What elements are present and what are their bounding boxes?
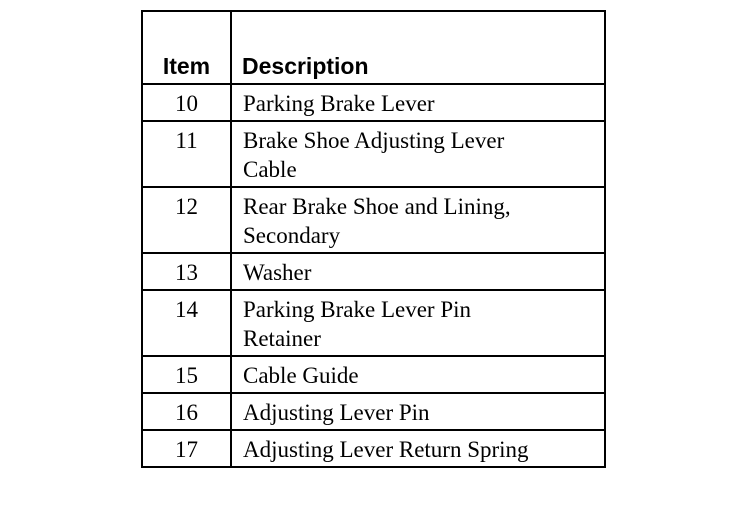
table-row — [142, 356, 605, 393]
item-number: 15 — [142, 356, 231, 393]
item-description: Brake Shoe Adjusting Lever Cable — [231, 121, 605, 187]
item-number: 11 — [142, 121, 231, 187]
item-description: Parking Brake Lever Pin Retainer — [231, 290, 605, 356]
table-row — [142, 290, 605, 356]
description-column-header: Description — [231, 11, 605, 84]
table-row — [142, 430, 605, 467]
item-description: Adjusting Lever Return Spring — [231, 430, 605, 467]
item-description: Parking Brake Lever — [231, 84, 605, 121]
item-number: 13 — [142, 253, 231, 290]
table-row — [142, 393, 605, 430]
header-row — [142, 11, 605, 84]
item-number: 14 — [142, 290, 231, 356]
item-number: 16 — [142, 393, 231, 430]
table-row — [142, 121, 605, 187]
item-number: 10 — [142, 84, 231, 121]
table-header — [142, 11, 605, 84]
table-row — [142, 84, 605, 121]
parts-table — [141, 10, 606, 468]
item-description: Cable Guide — [231, 356, 605, 393]
item-description: Washer — [231, 253, 605, 290]
item-number: 12 — [142, 187, 231, 253]
table-body — [142, 84, 605, 467]
item-number: 17 — [142, 430, 231, 467]
table-row — [142, 253, 605, 290]
table-row — [142, 187, 605, 253]
item-description: Rear Brake Shoe and Lining, Secondary — [231, 187, 605, 253]
item-description: Adjusting Lever Pin — [231, 393, 605, 430]
item-column-header: Item — [142, 11, 231, 84]
